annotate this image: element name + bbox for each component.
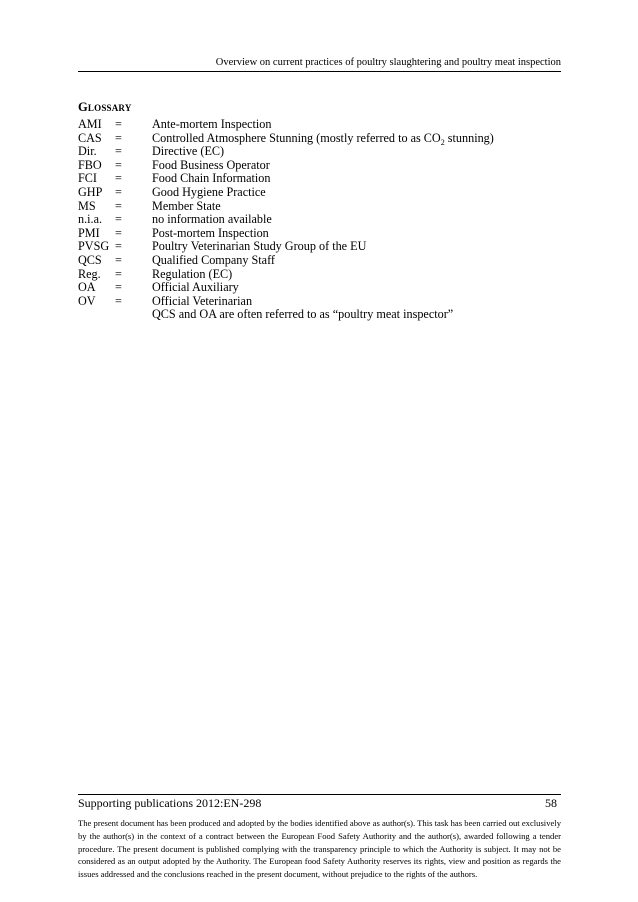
glossary-abbreviation: CAS xyxy=(78,130,102,145)
glossary-equals: = xyxy=(115,144,122,159)
glossary-equals: = xyxy=(115,157,122,172)
glossary-equals: = xyxy=(115,130,122,145)
glossary-entry-qcs xyxy=(78,254,561,268)
glossary-equals: = xyxy=(115,225,122,240)
glossary-entry-ghp xyxy=(78,186,561,200)
header-divider xyxy=(78,71,561,72)
definition-text: Controlled Atmosphere Stunning (mostly referred to as CO xyxy=(152,130,441,145)
glossary-entry-reg xyxy=(78,268,561,282)
glossary-entry-pmi xyxy=(78,227,561,241)
glossary-equals: = xyxy=(115,171,122,186)
glossary-definition: Official Veterinarian xyxy=(152,293,253,308)
glossary-abbreviation: MS xyxy=(78,198,96,213)
footer-divider xyxy=(78,794,561,795)
glossary-entry-pvsg xyxy=(78,240,561,254)
glossary-equals: = xyxy=(115,293,122,308)
glossary-equals: = xyxy=(115,280,122,295)
glossary-definition: no information available xyxy=(152,212,272,227)
glossary-note xyxy=(78,308,561,322)
glossary-definition: Poultry Veterinarian Study Group of the EU xyxy=(152,239,367,254)
page-number: 58 xyxy=(545,796,557,810)
glossary-entry-nia xyxy=(78,213,561,227)
glossary-definition: Food Chain Information xyxy=(152,171,271,186)
glossary-abbreviation: QCS xyxy=(78,252,102,267)
glossary-definition: Good Hygiene Practice xyxy=(152,184,266,199)
publication-reference: Supporting publications 2012:EN-298 xyxy=(78,796,262,810)
glossary-definition: Qualified Company Staff xyxy=(152,252,275,267)
disclaimer-text: The present document has been produced and adopted by the bodies identified above as author(s). This task has been carried out exclusively by the author(s) in the context of a contract between the European Food Safety Authority and the author(s), awarded following a tender procedure. The present document is published complying with the transparency principle to which the Authority is subject. It may not be considered as an output adopted by the Authority. The European food Safety Authority reserves its rights, view and position as regards the issues addressed and the conclusions reached in the present document, without prejudice to the rights of the authors. xyxy=(78,818,561,880)
glossary-entry-ms xyxy=(78,200,561,214)
glossary-entry-fci xyxy=(78,172,561,186)
glossary-abbreviation: FBO xyxy=(78,157,102,172)
glossary-entry-oa xyxy=(78,281,561,295)
glossary-abbreviation: OA xyxy=(78,280,96,295)
glossary-equals: = xyxy=(115,212,122,227)
glossary-definition: Directive (EC) xyxy=(152,144,225,159)
glossary-heading: Glossary xyxy=(78,100,132,114)
glossary-equals: = xyxy=(115,239,122,254)
glossary-list xyxy=(78,118,561,322)
glossary-equals: = xyxy=(115,117,122,131)
glossary-abbreviation: PMI xyxy=(78,225,100,240)
glossary-equals: = xyxy=(115,252,122,267)
glossary-abbreviation: n.i.a. xyxy=(78,212,103,227)
subscript: 2 xyxy=(440,137,445,147)
glossary-abbreviation: FCI xyxy=(78,171,97,186)
running-header: Overview on current practices of poultry slaughtering and poultry meat inspection xyxy=(215,57,561,68)
glossary-abbreviation: AMI xyxy=(78,117,102,131)
definition-text: stunning) xyxy=(444,130,494,145)
glossary-definition: Member State xyxy=(152,198,221,213)
glossary-definition: Official Auxiliary xyxy=(152,280,239,295)
glossary-entry-dir xyxy=(78,145,561,159)
glossary-definition: Post-mortem Inspection xyxy=(152,225,269,240)
glossary-entry-cas xyxy=(78,132,561,146)
glossary-definition: Food Business Operator xyxy=(152,157,270,172)
glossary-note-text: QCS and OA are often referred to as “poultry meat inspector” xyxy=(152,307,454,322)
glossary-equals: = xyxy=(115,266,122,281)
glossary-abbreviation: Dir. xyxy=(78,144,97,159)
glossary-abbreviation: PVSG xyxy=(78,239,110,254)
glossary-entry-ami xyxy=(78,118,561,132)
glossary-definition: Regulation (EC) xyxy=(152,266,233,281)
glossary-abbreviation: OV xyxy=(78,293,96,308)
glossary-equals: = xyxy=(115,184,122,199)
glossary-definition: Ante-mortem Inspection xyxy=(152,117,272,131)
glossary-entry-fbo xyxy=(78,159,561,173)
glossary-abbreviation: Reg. xyxy=(78,266,101,281)
glossary-entry-ov xyxy=(78,295,561,309)
glossary-equals: = xyxy=(115,198,122,213)
glossary-abbreviation: GHP xyxy=(78,184,103,199)
